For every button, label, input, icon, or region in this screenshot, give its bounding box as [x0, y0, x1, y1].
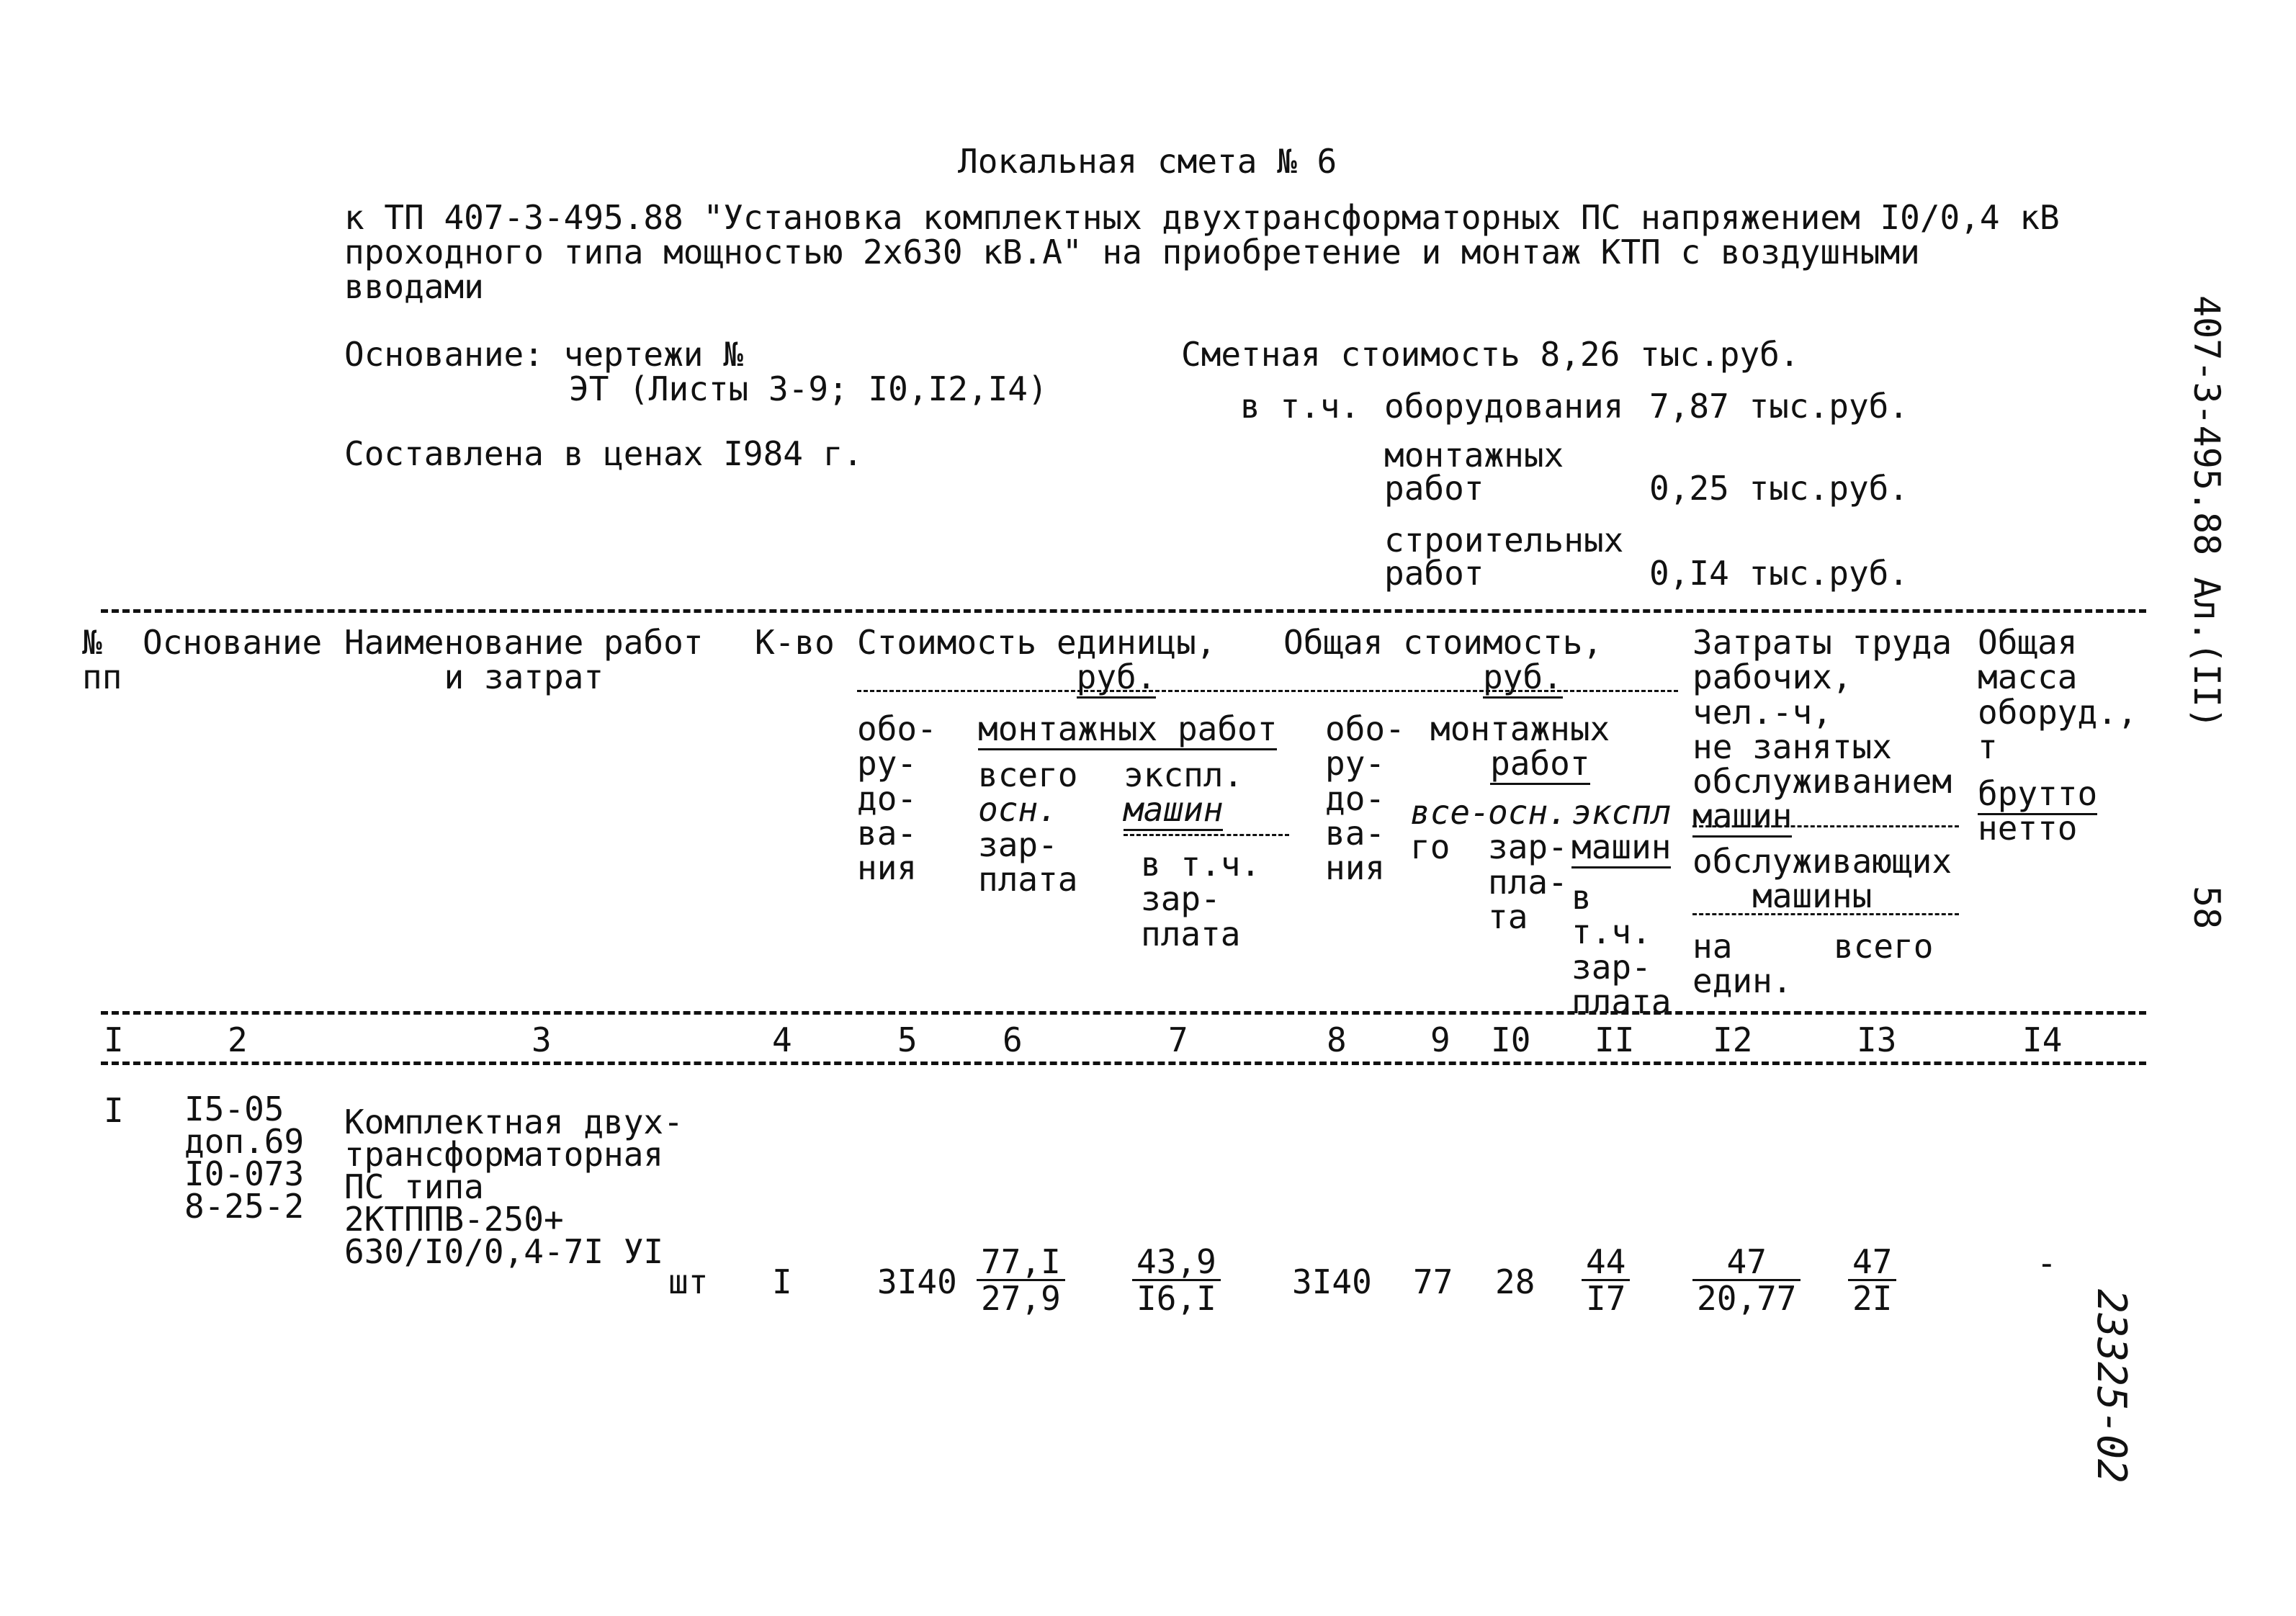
- row-c7: $\frac{43,9}{I6,I}$: [1132, 1244, 1221, 1316]
- colnum-12: I2: [1713, 1020, 1753, 1059]
- header-total-install: монтажных работ: [1430, 712, 1610, 781]
- archive-stamp: 23325-02: [2088, 1289, 2135, 1483]
- header-qty: К-во: [755, 623, 835, 662]
- header-labor-per-unit: на един.: [1692, 927, 1793, 1001]
- colnum-3: 3: [532, 1020, 552, 1059]
- cost-build-label-1: строительных: [1384, 521, 1624, 560]
- header-num: № пп: [82, 623, 122, 697]
- header-basis: Основание: [143, 623, 323, 662]
- header-mass-sub: брутто нетто: [1978, 774, 2098, 848]
- cost-install-label-2: работ: [1384, 469, 1484, 508]
- header-labor-serving: обслуживающих машины: [1692, 842, 1952, 916]
- header-labor-total: всего: [1834, 927, 1934, 966]
- colnum-14: I4: [2022, 1020, 2063, 1059]
- machines-rule: [1124, 834, 1289, 836]
- row-unit: шт: [668, 1262, 709, 1301]
- colnum-11: II: [1595, 1020, 1635, 1059]
- row-c9: 77: [1413, 1262, 1453, 1301]
- header-unit-machines: экспл. машин: [1124, 758, 1243, 827]
- cost-equipment-label: оборудования: [1384, 387, 1624, 426]
- row-name: Комплектная двух- трансформаторная ПС типа 2КТППВ-250+ 630/I0/0,4-7I УI: [344, 1103, 683, 1272]
- header-total-base-pay: осн. зар- пла- та: [1488, 793, 1568, 936]
- subtitle-line-3: вводами: [344, 267, 484, 306]
- header-bottom-rule: [101, 1011, 2146, 1015]
- cost-install-value: 0,25 тыс.руб.: [1649, 469, 1909, 508]
- row-c13: $\frac{47}{2I}$: [1848, 1244, 1896, 1316]
- header-unit-cost: Стоимость единицы, руб.: [857, 625, 1216, 695]
- cost-equipment-value: 7,87 тыс.руб.: [1649, 387, 1909, 426]
- colnum-13: I3: [1857, 1020, 1897, 1059]
- colnum-1: I: [104, 1020, 124, 1059]
- cost-build-label-2: работ: [1384, 554, 1484, 593]
- prices-note: Составлена в ценах I984 г.: [344, 434, 864, 473]
- cost-total: Сметная стоимость 8,26 тыс.руб.: [1181, 335, 1800, 374]
- colnum-9: 9: [1430, 1020, 1450, 1059]
- row-basis: I5-05 доп.69 I0-073 8-25-2: [184, 1090, 305, 1226]
- row-qty: I: [772, 1262, 792, 1301]
- header-total-machines: экспл машин: [1571, 795, 1671, 865]
- cost-build-value: 0,I4 тыс.руб.: [1649, 554, 1909, 593]
- row-c6: $\frac{77,I}{27,9}$: [977, 1244, 1065, 1316]
- row-c8: 3I40: [1292, 1262, 1372, 1301]
- basis-value: ЭТ (Листы 3-9; I0,I2,I4): [569, 369, 1048, 408]
- header-labor: Затраты труда рабочих, чел.-ч, не занятых обслуживанием машин: [1692, 625, 1952, 834]
- colnum-2: 2: [228, 1020, 248, 1059]
- row-c12: $\frac{47}{20,77}$: [1692, 1244, 1801, 1316]
- colnum-8: 8: [1327, 1020, 1347, 1059]
- colnum-10: I0: [1491, 1020, 1531, 1059]
- header-unit-install-total: всего осн. зар- плата: [978, 755, 1078, 899]
- side-document-code: 407-3-495.88 Ал.(II): [2186, 295, 2228, 730]
- row-c5: 3I40: [877, 1262, 957, 1301]
- header-total-cost: Общая стоимость, руб.: [1283, 625, 1602, 695]
- row-c14: -: [2037, 1244, 2057, 1283]
- subtitle-line-1: к ТП 407-3-495.88 "Установка комплектных двухтрансформаторных ПС напряжением I0/0,4 кВ: [344, 198, 2060, 237]
- header-total-all: все- го: [1410, 793, 1490, 867]
- column-number-rule: [101, 1061, 2146, 1065]
- header-unit-equipment: обо- ру- до- ва- ния: [857, 709, 937, 888]
- cost-install-label-1: монтажных: [1384, 436, 1564, 475]
- basis-label: Основание: чертежи №: [344, 335, 743, 374]
- row-c10: 28: [1495, 1262, 1535, 1301]
- row-c11: $\frac{44}{I7}$: [1582, 1244, 1630, 1316]
- colnum-6: 6: [1003, 1020, 1023, 1059]
- page-number: 58: [2186, 886, 2228, 930]
- header-total-equipment: обо- ру- до- ва- ния: [1325, 709, 1405, 888]
- header-unit-machines-pay: в т.ч. зар- плата: [1141, 845, 1261, 953]
- cost-including: в т.ч.: [1240, 387, 1360, 426]
- subtitle-line-2: проходного типа мощностью 2х630 кВ.А" на приобретение и монтаж КТП с воздушными: [344, 233, 1920, 271]
- header-total-machines-pay: в т.ч. зар- плата: [1571, 878, 1672, 1021]
- colnum-4: 4: [772, 1020, 792, 1059]
- header-unit-install: монтажных работ: [978, 712, 1277, 746]
- header-name: Наименование работ и затрат: [344, 623, 704, 697]
- table-top-rule: [101, 609, 2146, 613]
- colnum-5: 5: [897, 1020, 918, 1059]
- colnum-7: 7: [1168, 1020, 1188, 1059]
- row-num: I: [104, 1091, 124, 1130]
- header-mass: Общая масса оборуд., т: [1978, 623, 2138, 766]
- doc-title: Локальная смета № 6: [958, 142, 1337, 181]
